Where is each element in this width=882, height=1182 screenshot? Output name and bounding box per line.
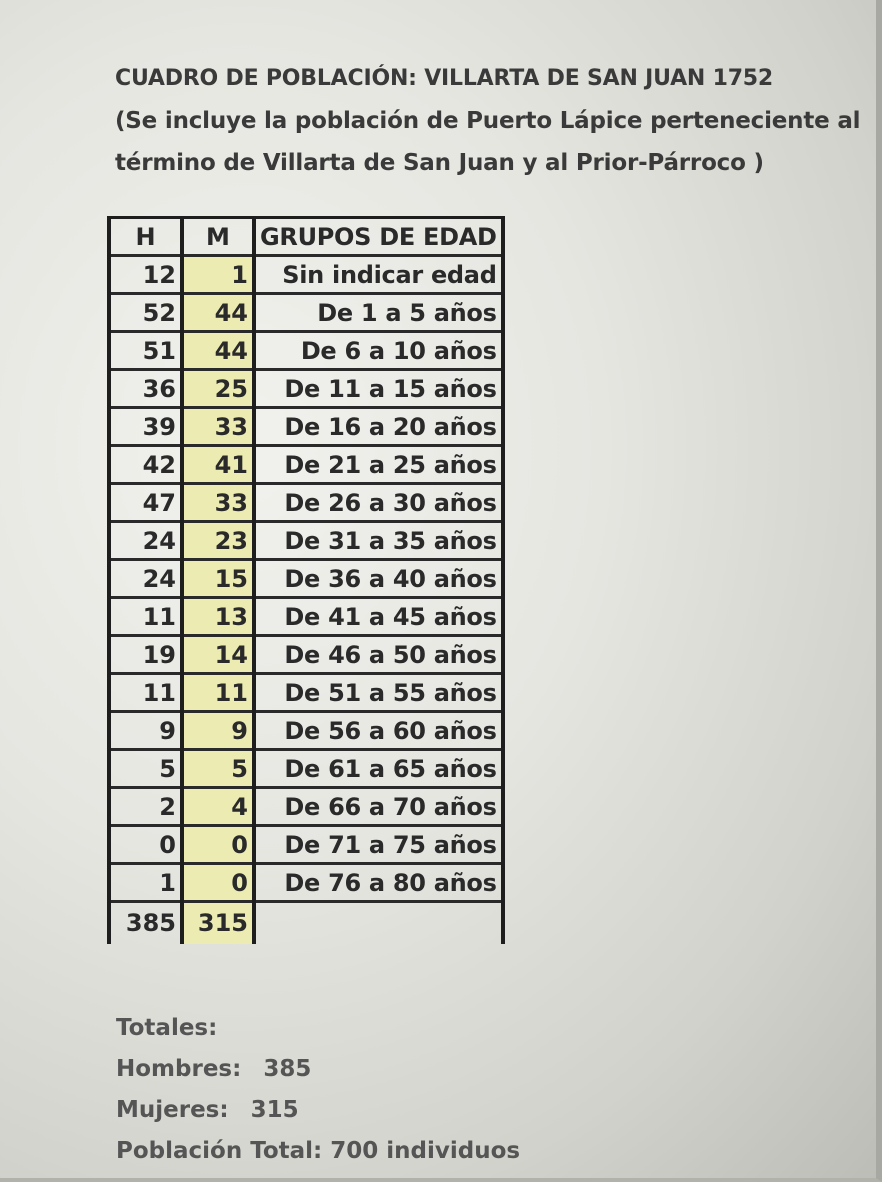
table-row <box>109 332 503 370</box>
cell-h: 36 <box>109 370 182 408</box>
cell-m: 33 <box>182 484 254 522</box>
cell-age-group: De 16 a 20 años <box>254 408 503 446</box>
cell-age-group: De 26 a 30 años <box>254 484 503 522</box>
table-row <box>109 256 503 294</box>
cell-age-group: De 46 a 50 años <box>254 636 503 674</box>
population-table <box>107 216 505 944</box>
cell-m: 13 <box>182 598 254 636</box>
table-row <box>109 560 503 598</box>
cell-age-group: De 66 a 70 años <box>254 788 503 826</box>
table-row <box>109 826 503 864</box>
cell-h: 2 <box>109 788 182 826</box>
table-row <box>109 864 503 902</box>
totals-label: Totales: <box>116 1015 218 1041</box>
table-row <box>109 408 503 446</box>
cell-h: 24 <box>109 522 182 560</box>
total-empty-cell <box>254 902 503 944</box>
cell-age-group: De 61 a 65 años <box>254 750 503 788</box>
cell-m: 4 <box>182 788 254 826</box>
population-label: Población Total: <box>116 1138 323 1164</box>
cell-age-group: De 1 a 5 años <box>254 294 503 332</box>
cell-age-group: De 11 a 15 años <box>254 370 503 408</box>
cell-h: 12 <box>109 256 182 294</box>
cell-h: 51 <box>109 332 182 370</box>
table-row <box>109 446 503 484</box>
cell-age-group: De 36 a 40 años <box>254 560 503 598</box>
table-header-row <box>109 218 503 256</box>
cell-h: 11 <box>109 674 182 712</box>
cell-age-group: De 31 a 35 años <box>254 522 503 560</box>
cell-m: 33 <box>182 408 254 446</box>
header-h: H <box>109 218 182 256</box>
population-value: 700 individuos <box>330 1138 521 1164</box>
cell-h: 42 <box>109 446 182 484</box>
table-row <box>109 788 503 826</box>
cell-age-group: De 41 a 45 años <box>254 598 503 636</box>
women-label: Mujeres: <box>116 1097 229 1123</box>
document-title <box>115 58 875 184</box>
cell-m: 15 <box>182 560 254 598</box>
cell-h: 9 <box>109 712 182 750</box>
cell-age-group: De 56 a 60 años <box>254 712 503 750</box>
women-line <box>116 1090 520 1131</box>
cell-h: 47 <box>109 484 182 522</box>
cell-m: 5 <box>182 750 254 788</box>
population-line <box>116 1131 520 1172</box>
cell-h: 24 <box>109 560 182 598</box>
men-line <box>116 1049 520 1090</box>
cell-m: 14 <box>182 636 254 674</box>
cell-m: 23 <box>182 522 254 560</box>
cell-m: 0 <box>182 864 254 902</box>
men-label: Hombres: <box>116 1056 242 1082</box>
header-m: M <box>182 218 254 256</box>
table-total-row <box>109 902 503 944</box>
cell-m: 44 <box>182 332 254 370</box>
cell-h: 39 <box>109 408 182 446</box>
table-row <box>109 370 503 408</box>
cell-m: 0 <box>182 826 254 864</box>
cell-m: 9 <box>182 712 254 750</box>
title-line-1: CUADRO DE POBLACIÓN: VILLARTA DE SAN JUAN 1752 <box>115 66 774 91</box>
cell-h: 52 <box>109 294 182 332</box>
table-row <box>109 484 503 522</box>
cell-m: 1 <box>182 256 254 294</box>
title-line-2: (Se incluye la población de Puerto Lápice perteneciente al <box>115 108 861 134</box>
cell-h: 1 <box>109 864 182 902</box>
table-row <box>109 636 503 674</box>
cell-age-group: De 21 a 25 años <box>254 446 503 484</box>
cell-age-group: De 71 a 75 años <box>254 826 503 864</box>
table-body <box>109 256 503 902</box>
table-row <box>109 674 503 712</box>
table-row <box>109 522 503 560</box>
cell-h: 19 <box>109 636 182 674</box>
total-m: 315 <box>182 902 254 944</box>
header-age-groups: GRUPOS DE EDAD <box>254 218 503 256</box>
table-row <box>109 598 503 636</box>
title-line-3: término de Villarta de San Juan y al Prior-Párroco ) <box>115 150 764 176</box>
cell-age-group: De 76 a 80 años <box>254 864 503 902</box>
cell-age-group: De 6 a 10 años <box>254 332 503 370</box>
table-row <box>109 294 503 332</box>
total-h: 385 <box>109 902 182 944</box>
table-row <box>109 750 503 788</box>
cell-m: 25 <box>182 370 254 408</box>
men-value: 385 <box>263 1056 312 1082</box>
table-row <box>109 712 503 750</box>
cell-m: 44 <box>182 294 254 332</box>
cell-age-group: Sin indicar edad <box>254 256 503 294</box>
cell-age-group: De 51 a 55 años <box>254 674 503 712</box>
cell-m: 41 <box>182 446 254 484</box>
cell-m: 11 <box>182 674 254 712</box>
cell-h: 0 <box>109 826 182 864</box>
women-value: 315 <box>250 1097 299 1123</box>
totals-summary <box>116 1008 520 1172</box>
cell-h: 5 <box>109 750 182 788</box>
cell-h: 11 <box>109 598 182 636</box>
